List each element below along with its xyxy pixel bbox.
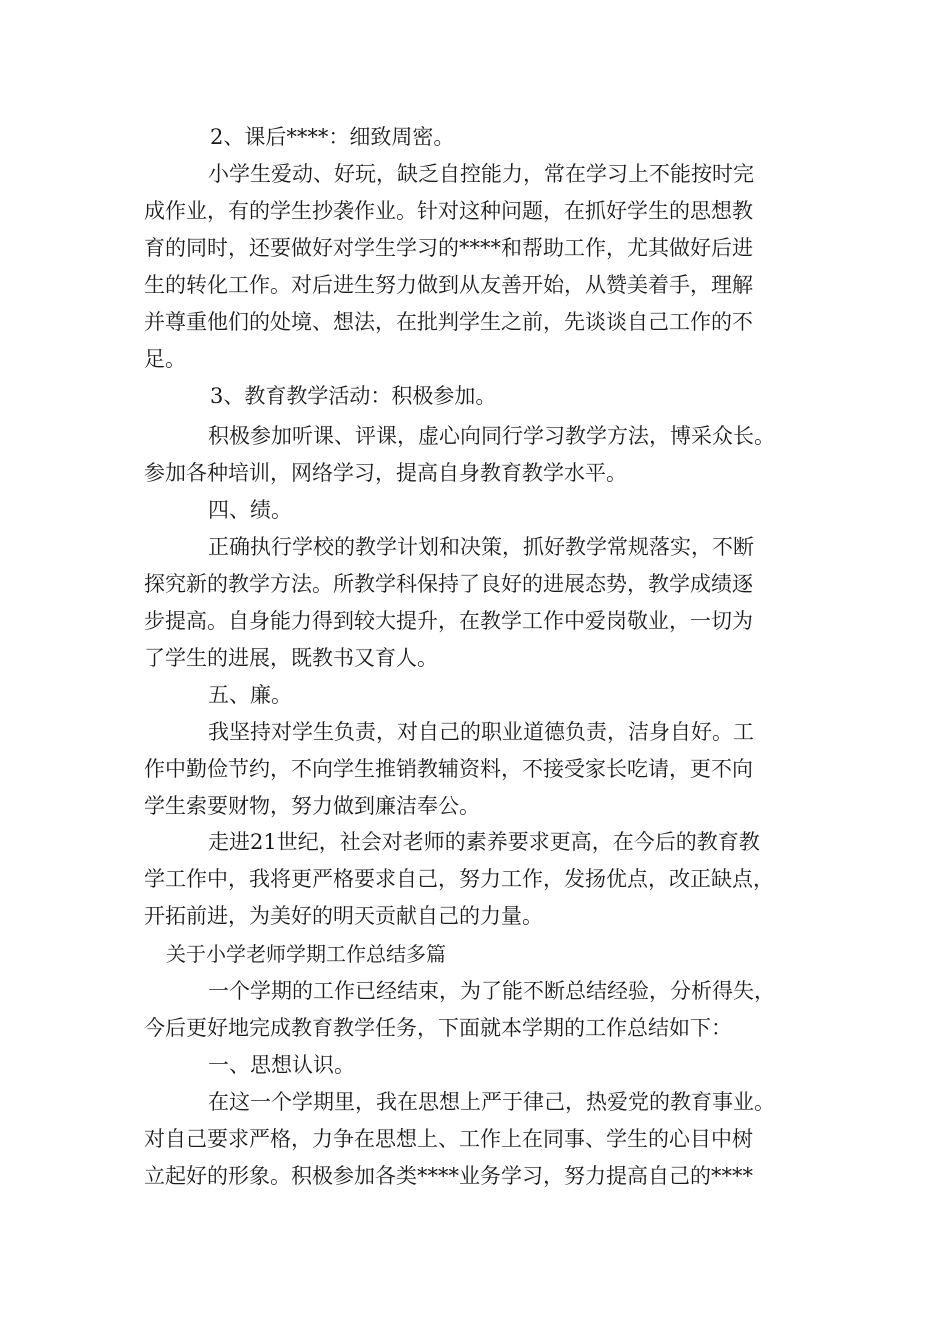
subheading-integrity: 五、廉。 (208, 683, 292, 707)
text-line: 作中勤俭节约，不向学生推销教辅资料，不接受家长吃请，更不向 (144, 757, 753, 781)
text-line: 我坚持对学生负责，对自己的职业道德负责，洁身自好。工 (208, 720, 754, 744)
subheading-activities: 3、教育教学活动：积极参加。 (210, 384, 497, 408)
text-line: 走进21世纪，社会对老师的素养要求更高，在今后的教育教 (208, 830, 760, 854)
subheading-performance: 四、绩。 (208, 498, 292, 522)
text-line: 一个学期的工作已经结束，为了能不断总结经验，分析得失， (208, 979, 775, 1003)
text-line: 在这一个学期里，我在思想上严于律己，热爱党的教育事业。 (208, 1090, 775, 1114)
text-line: 积极参加听课、评课，虚心向同行学习教学方法，博采众长。 (208, 424, 775, 448)
text-line: 了学生的进展，既教书又育人。 (144, 646, 438, 670)
text-line: 参加各种培训，网络学习，提高自身教育教学水平。 (144, 461, 627, 485)
text-line: 对自己要求严格，力争在思想上、工作上在同事、学生的心目中树 (144, 1127, 753, 1151)
article-title: 关于小学老师学期工作总结多篇 (166, 942, 446, 966)
text-line: 小学生爱动、好玩，缺乏自控能力，常在学习上不能按时完 (208, 162, 754, 186)
text-line: 足。 (144, 347, 186, 371)
text-line: 开拓前进，为美好的明天贡献自己的力量。 (144, 904, 543, 928)
text-line: 育的同时，还要做好对学生学习的****和帮助工作，尤其做好后进 (144, 236, 753, 260)
subheading-after-class: 2、课后****：细致周密。 (210, 125, 455, 149)
text-line: 学工作中，我将更严格要求自己，努力工作，发扬优点，改正缺点， (144, 867, 774, 891)
text-line: 今后更好地完成教育教学任务，下面就本学期的工作总结如下： (144, 1016, 732, 1040)
text-line: 步提高。自身能力得到较大提升，在教学工作中爱岗敬业，一切为 (144, 609, 753, 633)
text-line: 学生索要财物，努力做到廉洁奉公。 (144, 794, 480, 818)
text-line: 探究新的教学方法。所教学科保持了良好的进展态势，教学成绩逐 (144, 572, 753, 596)
text-line: 生的转化工作。对后进生努力做到从友善开始，从赞美着手，理解 (144, 273, 753, 297)
text-line: 立起好的形象。积极参加各类****业务学习，努力提高自己的**** (144, 1164, 753, 1188)
text-line: 正确执行学校的教学计划和决策，抓好教学常规落实，不断 (208, 535, 754, 559)
text-line: 并尊重他们的处境、想法，在批判学生之前，先谈谈自己工作的不 (144, 310, 753, 334)
subheading-thinking: 一、思想认识。 (208, 1053, 355, 1077)
text-line: 成作业，有的学生抄袭作业。针对这种问题，在抓好学生的思想教 (144, 199, 753, 223)
